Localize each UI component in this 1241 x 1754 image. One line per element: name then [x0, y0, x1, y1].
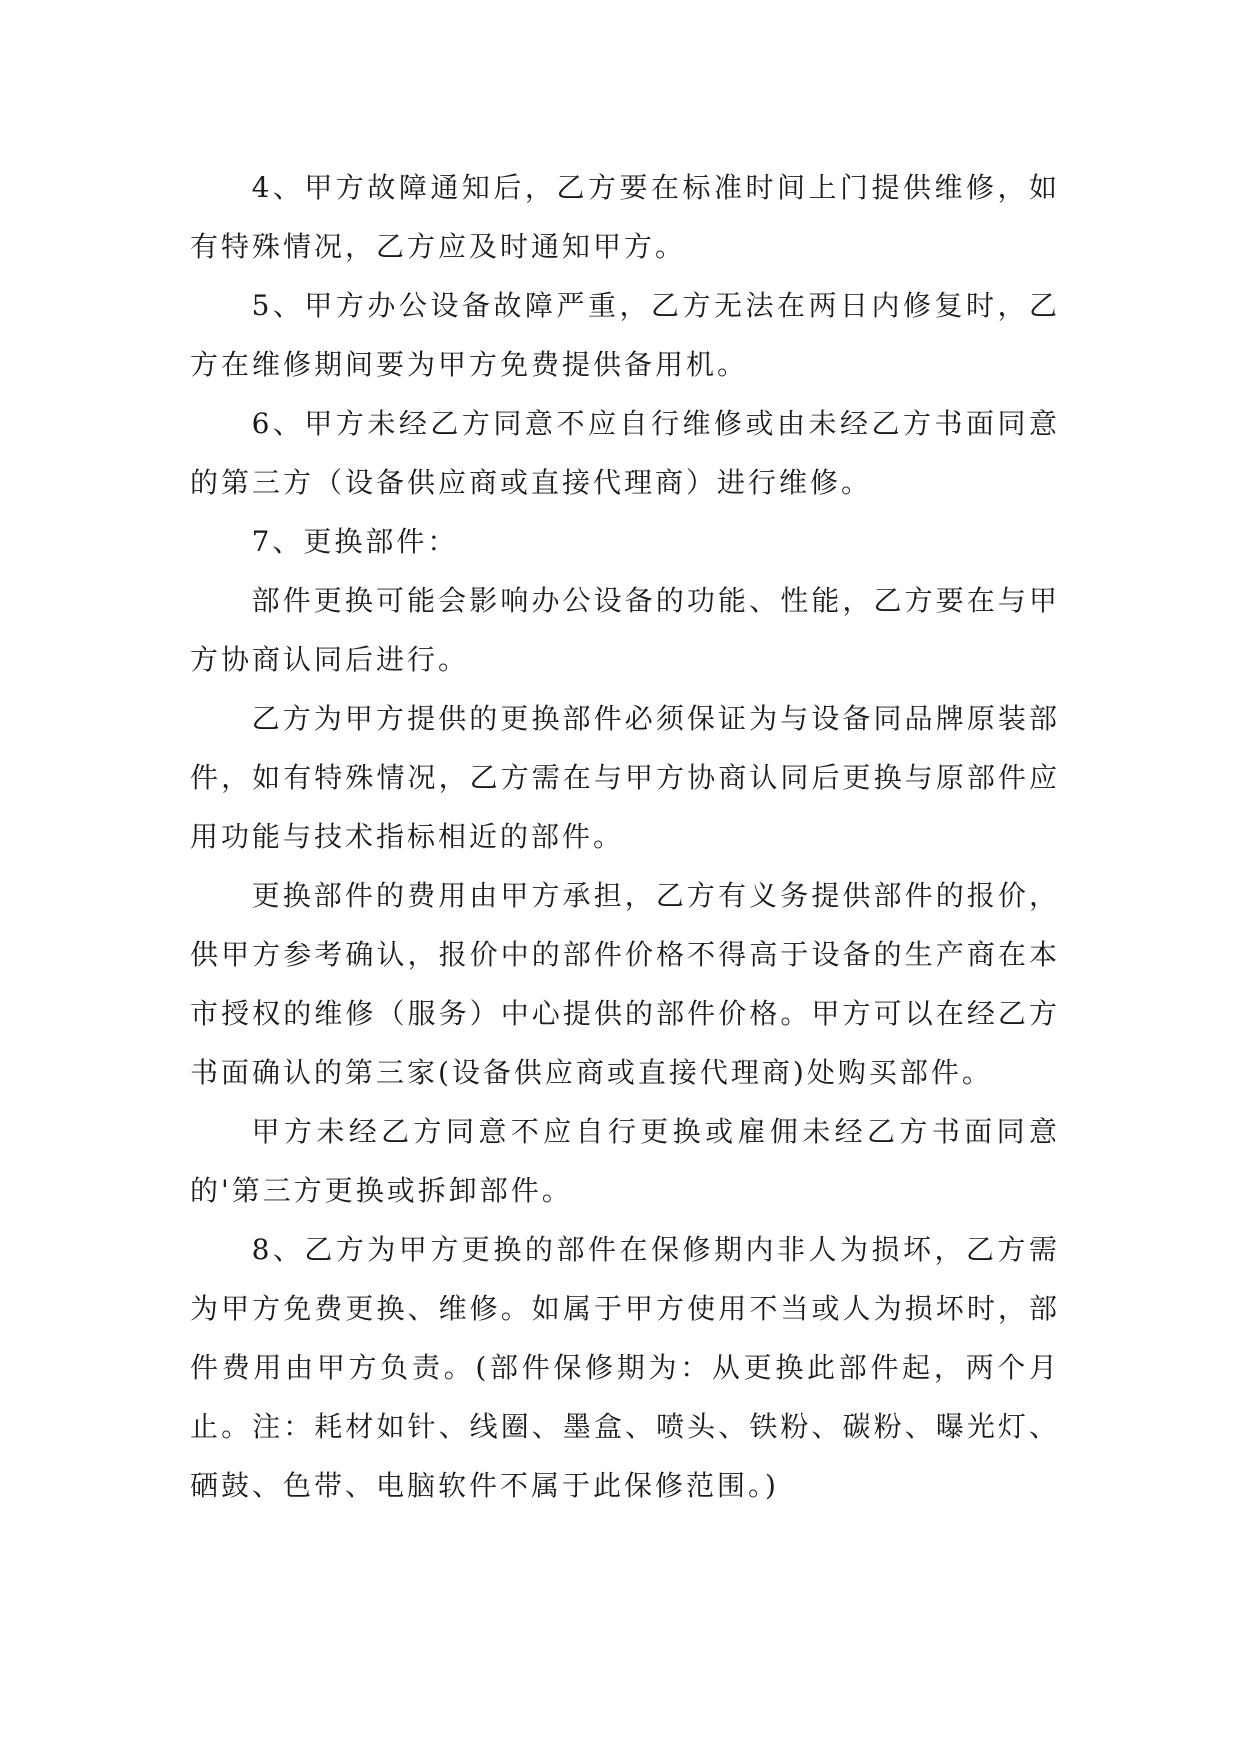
clause-7-paragraph-1: 部件更换可能会影响办公设备的功能、性能，乙方要在与甲方协商认同后进行。: [190, 584, 1060, 676]
clause-7-paragraph-4: 甲方未经乙方同意不应自行更换或雇佣未经乙方书面同意的'第三方更换或拆卸部件。: [190, 1115, 1060, 1207]
clause-7-paragraph-2: 乙方为甲方提供的更换部件必须保证为与设备同品牌原装部件，如有特殊情况，乙方需在与甲方协商认同后更换与原部件应用功能与技术指标相近的部件。: [190, 702, 1060, 853]
clause-4-paragraph: 4、甲方故障通知后，乙方要在标准时间上门提供维修，如有特殊情况，乙方应及时通知甲方。: [190, 171, 1060, 263]
clause-8-paragraph: 8、乙方为甲方更换的部件在保修期内非人为损坏，乙方需为甲方免费更换、维修。如属于甲方使用不当或人为损坏时，部件费用由甲方负责。(部件保修期为：从更换此部件起，两个月止。注：耗材如针、线圈、墨盒、喷头、铁粉、碳粉、曝光灯、硒鼓、色带、电脑软件不属于此保修范围。): [190, 1233, 1060, 1502]
clause-5-paragraph: 5、甲方办公设备故障严重，乙方无法在两日内修复时，乙方在维修期间要为甲方免费提供备用机。: [190, 289, 1060, 381]
clause-7-heading: 7、更换部件：: [251, 525, 459, 558]
clause-7-paragraph-3: 更换部件的费用由甲方承担，乙方有义务提供部件的报价，供甲方参考确认，报价中的部件价格不得高于设备的生产商在本市授权的维修（服务）中心提供的部件价格。甲方可以在经乙方书面确认的第三家(设备供应商或直接代理商)处购买部件。: [190, 879, 1060, 1089]
document-body: [190, 158, 1060, 1515]
clause-6-paragraph: 6、甲方未经乙方同意不应自行维修或由未经乙方书面同意的第三方（设备供应商或直接代理商）进行维修。: [190, 407, 1060, 499]
